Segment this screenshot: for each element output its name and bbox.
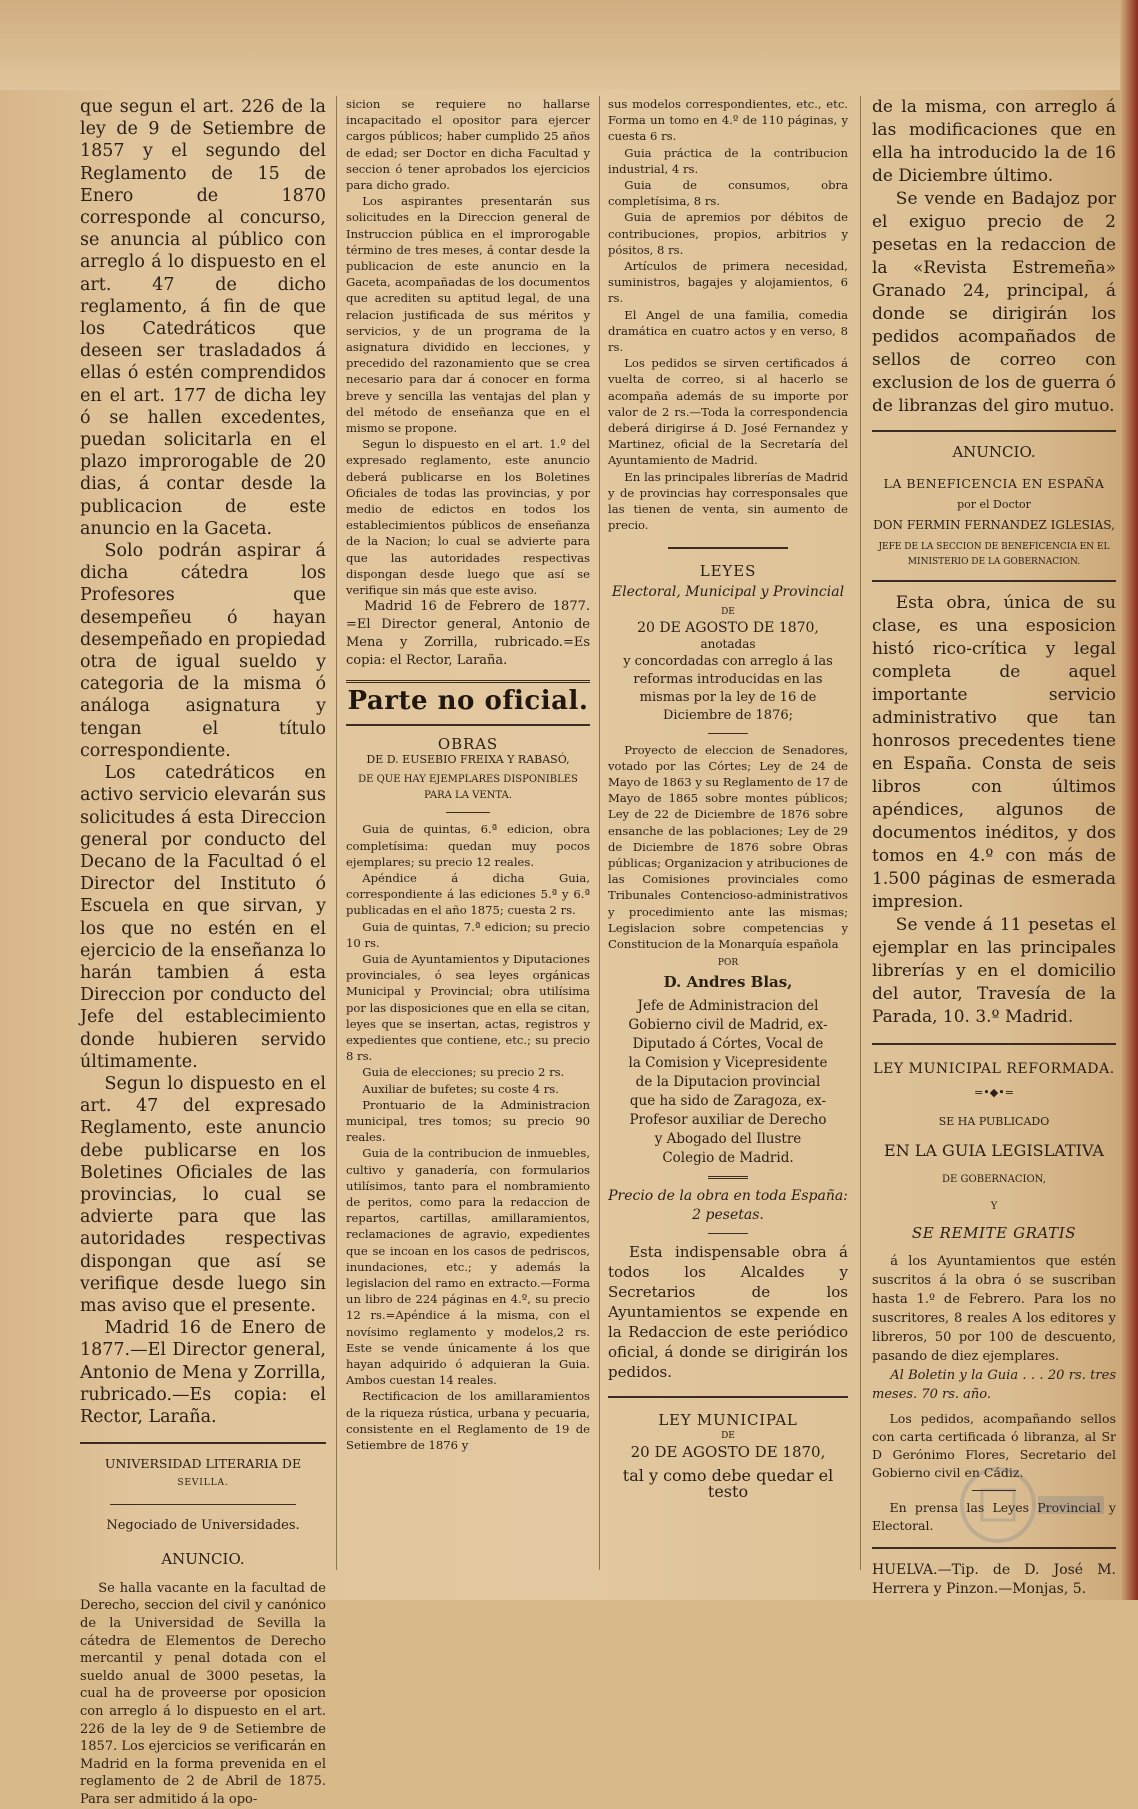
paragraph: que segun el art. 226 de la ley de 9 de Setiembre de 1857 y el segundo del Reglamento de 15 de Enero de 1870 corresponde al concurso, se anuncia al público con arreglo á lo dispuesto en el art. 47 de dicho reglamento, á fin de que los Catedráticos que deseen ser trasladados á ellas ó estén comprendidos en el art. 177 de dicha ley ó se hallen excedentes, puedan solicitarla en el plazo improrogable de 20 dias, á contar desde la publicacion de este anuncio en la Gaceta. [80,97,326,539]
list-item: Los pedidos se sirven certificados á vuelta de correo, si al hacerlo se acompaña además de su importe por valor de 2 rs.—Toda la correspondencia deberá dirigirse á D. José Fernandez y Martinez, oficial de la Secretaría del Ayuntamiento de Madrid. [608,356,848,468]
list-item: En las principales librerías de Madrid y de provincias hay corresponsales que las tienen de venta, sin aumento de precio. [608,469,848,533]
column-1 [76,96,330,1807]
signature-paragraph: Madrid 16 de Febrero de 1877. =El Director general, Antonio de Mena y Zorrilla, rubricado.=Es copia: el Rector, Laraña. [346,599,590,669]
column-rule [860,96,861,1570]
divider [110,1504,296,1505]
anuncio-heading: ANUNCIO. [952,443,1036,461]
signature-paragraph: Madrid 16 de Enero de 1877.—El Director general, Antonio de Mena y Zorrilla, rubricado.—Es copia: el Rector, Laraña. [80,1318,326,1427]
list-item: Guia de la contribucion de inmuebles, cultivo y ganadería, con formularios utilísimos, tanto para el nombramiento de peritos, como para la redaccion de repartos, cartillas, amillaramientos, reclamaciones de agravio, expedientes que se incoan en los casos de pedriscos, inundaciones, etc.; y además la legislacion del ramo en extracto.—Forma un libro de 224 páginas en 4.º, su precio 12 rs.=Apéndice á la misma, con el novísimo reglamento y modelos,2 rs. Este se vende únicamente á los que hayan adquirido ó adquieran la Guia. Ambos cuestan 14 reales. [346,1146,590,1388]
author-name: D. Andres Blas, [663,973,793,992]
section-divider [668,547,788,549]
paragraph: Solo podrán aspirar á dicha cátedra los Profesores que desempeñeu ó hayan desempeñado en propiedad otra de igual sueldo y categoria de la misma ó análoga asignatura y tengan el título correspondiente. [80,541,326,761]
leyes-heading: LEYES [699,562,757,581]
por-label: POR [717,958,739,969]
section-divider [872,1043,1116,1045]
list-item: Guia de Ayuntamientos y Diputaciones provinciales, ó sea leyes orgánicas Municipal y Provincial; obra utilísima por las disposiciones que en ella se citan, leyes que se insertan, actas, registros y expedientes que contiene, etc.; su precio 8 rs. [346,951,590,1064]
paragraph: Se vende á 11 pesetas el ejemplar en las principales librerías y en el domicilio del autor, Travesía de la Parada, 10. 3.º Madrid. [872,915,1116,1027]
obras-heading: OBRAS [437,734,499,753]
author-position: JEFE DE LA SECCION DE BENEFICENCIA EN EL MINISTERIO DE LA GOBERNACION. [878,542,1110,567]
de-label: DE [721,606,735,617]
divider [708,733,748,734]
paragraph: Proyecto de eleccion de Senadores, votado por las Córtes; Ley de 24 de Mayo de 1863 y su Reglamento de 17 de Mayo de 1865 sobre montes públicos; Ley de 22 de Diciembre de 1876 sobre ensanche de las poblaciones; Ley de 29 de Diciembre de 1876 sobre Obras públicas; Organizacion y atribuciones de las Comisiones provinciales como Tribunales Contencioso-administrativos y procedimiento ante las mismas; Legislacion sobre competencias y Constitucion de la Monarquía española [608,742,848,951]
paragraph: Segun lo dispuesto en el art. 1.º del expresado reglamento, este anuncio deberá publicarse en los Boletines Oficiales de todas las provincias, y por medio de edictos en todos los establecimientos públicos de enseñanza de la Nacion; lo cual se advierte para que las autoridades respectivas dispongan desde luego que así se verifique sin más que este aviso. [346,437,590,598]
column-3 [604,96,852,1580]
parte-no-oficial-heading: Parte no oficial. [347,686,589,717]
list-item: Apéndice á dicha Guia, correspondiente á las ediciones 5.ª y 6.ª publicadas en el año 1875; cuesta 2 rs. [346,870,590,918]
column-rule [599,96,600,1570]
page-top-margin [0,0,1138,90]
list-item: El Angel de una familia, comedia dramática en cuatro actos y en verso, 8 rs. [608,307,848,355]
author-credentials: Jefe de Administracion del Gobierno civil de Madrid, ex-Diputado á Córtes, Vocal de la Comision y Vicepresidente de la Diputacion provincial que ha sido de Zaragoza, ex-Profesor auxiliar de Derecho y Abogado del Ilustre Colegio de Madrid. [628,997,828,1166]
negociado-label: Negociado de Universidades. [106,1518,300,1534]
paragraph: sicion se requiere no hallarse incapacitado el opositor para ejercer cargos públicos; haber cumplido 25 años de edad; ser Doctor en dicha Facultad y seccion ó tener aprobados los ejercicios para dicho grado. [346,97,590,193]
paragraph: Se vende en Badajoz por el exiguo precio de 2 pesetas en la redaccion de la «Revista Estremeña» Granado 24, principal, á donde se dirigirán los pedidos acompañados de sellos de correo con exclusion de los de guerra ó de libranzas del giro mutuo. [872,189,1116,416]
list-item: Guia de quintas, 7.ª edicion; su precio 10 rs. [346,919,590,950]
divider [446,812,490,813]
column-4 [868,96,1120,1597]
list-item: Auxiliar de bufetes; su coste 4 rs. [362,1081,559,1096]
column-rule [336,96,337,1570]
paragraph: Esta indispensable obra á todos los Alcaldes y Secretarios de los Ayuntamientos se expende en la Redaccion de este periódico oficial, á donde se dirigirán los pedidos. [608,1242,848,1381]
column-2 [342,96,594,1580]
page-binding-edge [1120,0,1138,1600]
university-title: UNIVERSIDAD LITERARIA DE [104,1456,302,1472]
section-divider [608,1396,848,1398]
guia-legislativa-line: EN LA GUIA LEGISLATIVA [884,1141,1104,1160]
date-line: 20 DE AGOSTO DE 1870, [630,1442,826,1461]
list-item: Guia de elecciones; su precio 2 rs. [362,1065,565,1080]
author-line: DE D. EUSEBIO FREIXA Y RABASÓ, [366,752,570,766]
paragraph: Los aspirantes presentarán sus solicitudes en la Direccion general de Instruccion pública en el improrogable término de tres meses, á contar desde la publicacion de este anuncio en la Gaceta, acompañadas de los documentos que acrediten su aptitud legal, de una relacion justificada de sus méritos y servicios, y de un programa de la asignatura dividido en lecciones, y precedido del razonamiento que se crea necesario para dar á conocer en forma breve y sencilla las ventajas del plan y del método de enseñanza que en el mismo se propone. [346,194,590,436]
list-item: Guia de apremios por débitos de contribuciones, propios, arbitrios y pósitos, 8 rs. [608,210,848,257]
date-line: 20 DE AGOSTO DE 1870, [637,620,819,637]
ley-reformada-heading: LEY MUNICIPAL REFORMADA. [873,1061,1115,1077]
section-divider [872,430,1116,432]
price-line: Al Boletin y la Guia . . . 20 rs. tres meses. 70 rs. año. [872,1368,1116,1402]
ornament: =•◆•= [974,1086,1014,1099]
list-item: Guia práctica de la contribucion industrial, 4 rs. [608,145,848,176]
list-item: Guia de quintas, 6.ª edicion, obra completísima: quedan muy pocos ejemplares; su precio 12 reales. [346,822,590,869]
divider [708,1176,748,1179]
divider [346,724,590,726]
paragraph: Se halla vacante en la facultad de Derecho, seccion del civil y canónico de la Universidad de Sevilla la cátedra de Elementos de Derecho mercantil y penal dotada con el sueldo anual de 3000 pesetas, la cual ha de proveerse por oposicion con arreglo á lo dispuesto en el art. 226 de la ley de 9 de Setiembre de 1857. Los ejercicios se verificarán en Madrid en la forma prevenida en el reglamento de 2 de Abril de 1875. Para ser admitido á la opo- [80,1580,326,1807]
paragraph: Los catedráticos en activo servicio elevarán sus solicitudes á esta Direccion general por conducto del Decano de la Facultad ó el Director del Instituto ó Escuela en que sirvan, y los que no estén en el ejercicio de la enseñanza lo harán tambien á esta Direccion por conducto del Jefe del establecimiento donde hubieren servido últimamente. [80,763,326,1072]
paragraph: Los pedidos, acompañando sellos con carta certificada ó libranza, al Sr D Gerónimo Flores, Secretario del Gobierno civil en Cádiz. [872,1411,1116,1480]
list-item: Artículos de primera necesidad, suministros, bagajes y alojamientos, 6 rs. [608,259,848,306]
remite-gratis-line: SE REMITE GRATIS [911,1224,1077,1242]
paragraph: de la misma, con arreglo á las modificaciones que en ella ha introducido la de 16 de Diciembre último. [872,97,1116,186]
price-line: Precio de la obra en toda España: 2 pesetas. [608,1187,848,1223]
list-item: sus modelos correspondientes, etc., etc. Forma un tomo en 4.º de 110 páginas, y cuesta 6 rs. [608,97,848,144]
section-divider [872,580,1116,582]
imprint-line: HUELVA.—Tip. de D. José M. Herrera y Pinzon.—Monjas, 5. [872,1562,1116,1597]
subtitle-line: DE QUE HAY EJEMPLARES DISPONIBLES PARA LA VENTA. [358,773,578,802]
paragraph: á los Ayuntamientos que estén suscritos á la obra ó se suscriban hasta 1.º de Febrero. Para los no suscritores, 8 reales A los editores y libreros, 50 por 100 de descuento, pasando de diez ejemplares. [872,1254,1116,1364]
paragraph: Segun lo dispuesto en el art. 47 del expresado Reglamento, este anuncio debe publicarse en los Boletines Oficiales de las provincias, lo cual se advierte para que las autoridades respectivas dispongan que así se verifique desde luego sin mas aviso que el presente. [80,1073,326,1316]
list-item: Prontuario de la Administracion municipal, tres tomos; su precio 90 reales. [346,1097,590,1145]
paragraph: En prensa las Leyes Provincial y Electoral. [872,1500,1116,1533]
concordadas-line: y concordadas con arreglo á las reformas introducidas en las mismas por la ley de 16 de Diciembre de 1876; [623,653,833,723]
author-name: DON FERMIN FERNANDEZ IGLESIAS, [873,518,1115,532]
section-divider [346,680,590,683]
paragraph: Esta obra, única de su clase, es una esposicion histó rico-crítica y legal completa de aquel importante servicio administrativo que tan honrosos precedentes tiene en España. Consta de seis libros con últimos apéndices, algunos de documentos inéditos, y dos tomos en 4.º con más de 1.500 páginas de esmerada impresion. [872,593,1116,912]
publicado-line: SE HA PUBLICADO [938,1115,1050,1128]
y-label: Y [990,1201,998,1212]
anotadas-line: anotadas [700,637,756,652]
list-item: Rectificacion de los amillaramientos de la riqueza rústica, urbana y pecuaria, consistente en el Reglamento de 19 de Setiembre de 1876 y [346,1389,590,1453]
divider [708,1233,748,1234]
leyes-subtitle: Electoral, Municipal y Provincial [611,583,845,600]
archive-watermark-seal [958,1450,1108,1560]
book-title: LA BENEFICENCIA EN ESPAÑA [883,476,1105,491]
list-item: Guia de consumos, obra completísima, 8 rs. [608,178,848,209]
anuncio-heading: ANUNCIO. [161,1549,245,1568]
university-city: SEVILLA. [177,1478,229,1489]
text-line: tal y como debe quedar el testo [622,1466,834,1502]
section-divider [80,1442,326,1444]
ley-municipal-heading: LEY MUNICIPAL [658,1410,798,1429]
por-label: por el Doctor [957,498,1031,511]
gobernacion-line: DE GOBERNACION, [942,1174,1046,1185]
de-label: DE [721,1430,735,1441]
